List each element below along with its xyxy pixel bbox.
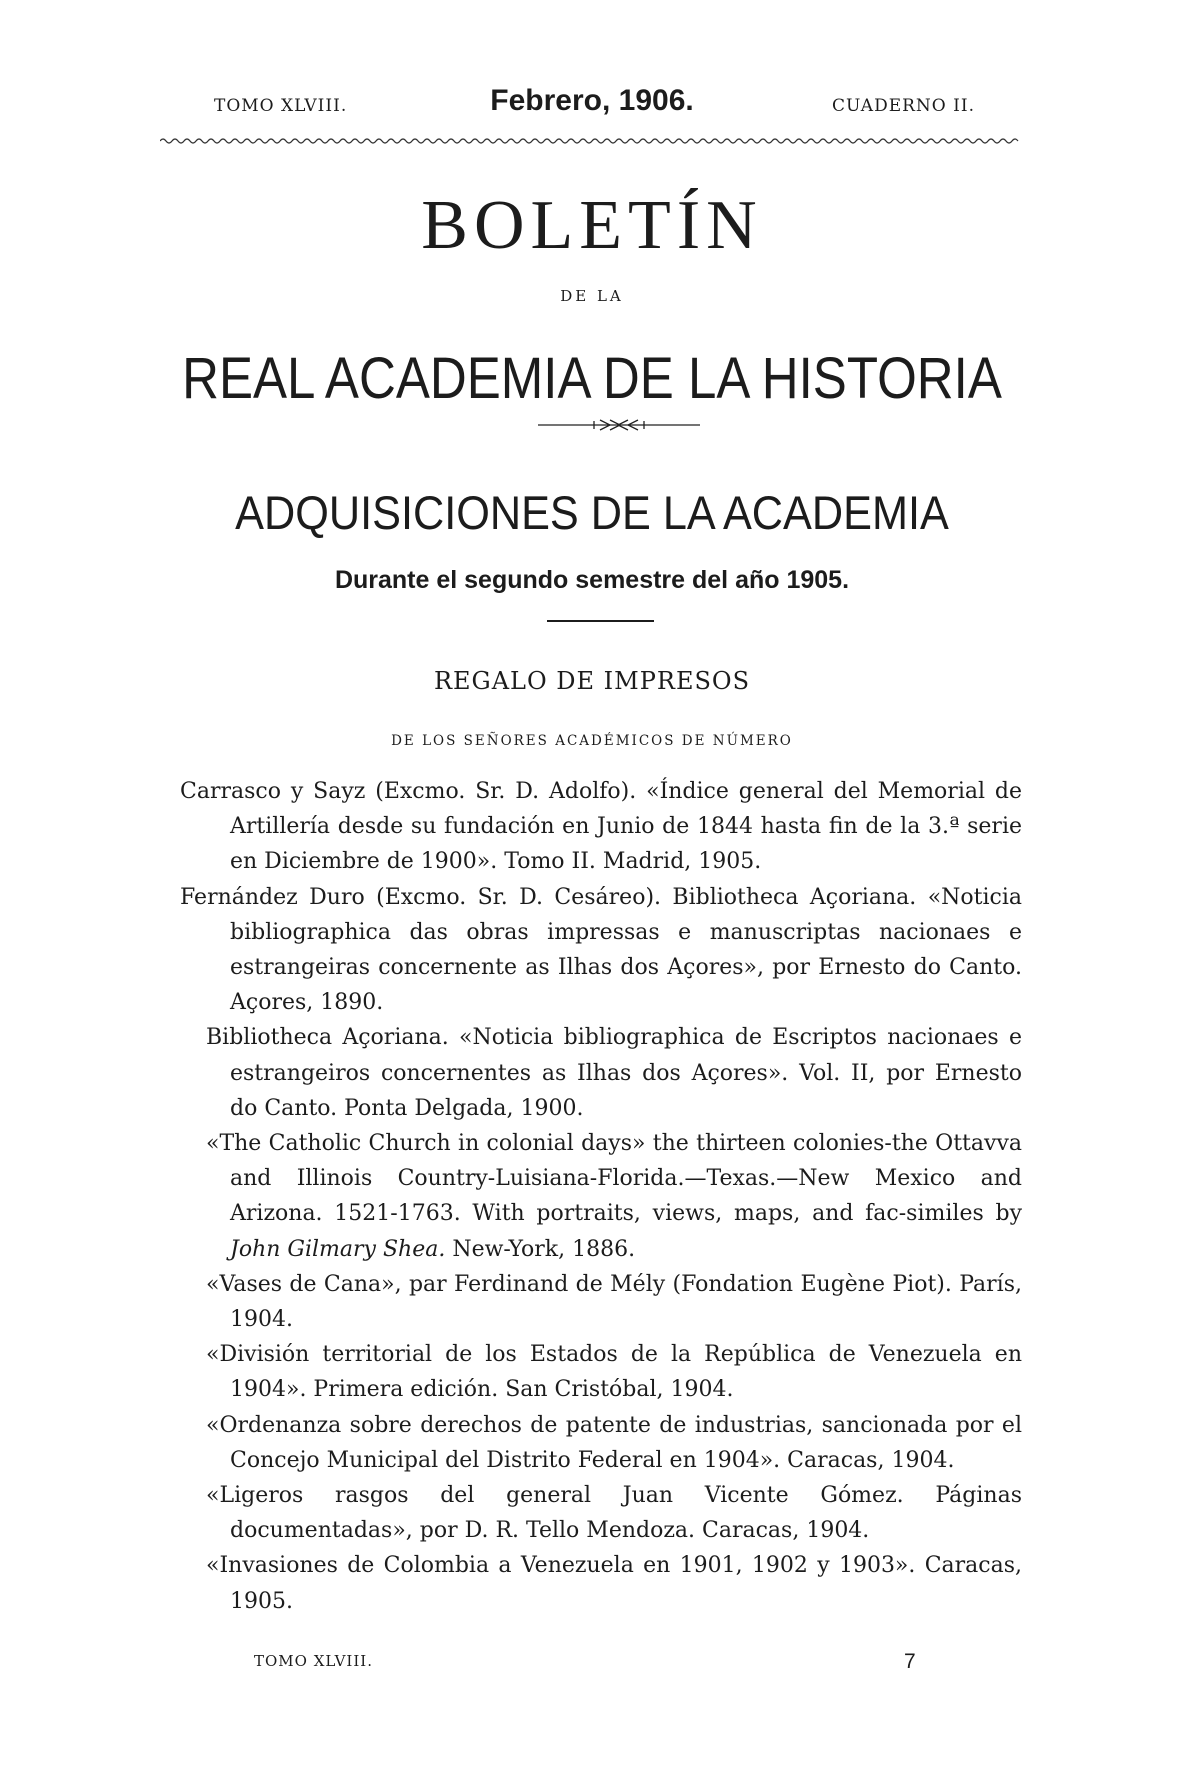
entry-ordenanza: [180, 1408, 1022, 1478]
entry-text: «Vases de Cana», par Ferdinand de Mély (Fondation Eugène Piot). París, 1904.: [206, 1271, 1022, 1333]
section-title: ADQUISICIONES DE LA ACADEMIA: [235, 486, 949, 539]
entry-text: Carrasco y Sayz (Excmo. Sr. D. Adolfo). «Índice general del Memorial de Artillería desde su fundación en Junio de 1844 hasta fin de la 3.ª serie en Diciembre de 1900». Tomo II. Madrid, 1905.: [180, 779, 1022, 875]
page-number: 7: [904, 1650, 916, 1673]
section-subheading: DE LOS SEÑORES ACADÉMICOS DE NÚMERO: [391, 733, 793, 749]
entry-tail: New-York, 1886.: [445, 1236, 636, 1262]
short-rule: [547, 620, 654, 622]
wavy-rule: [160, 134, 1020, 148]
ornament-rule: [538, 418, 700, 432]
entry-text: «División territorial de los Estados de la República de Venezuela en 1904». Primera edición. San Cristóbal, 1904.: [206, 1342, 1022, 1403]
running-head-issue: CUADERNO II.: [832, 96, 975, 116]
entry-author: John Gilmary Shea.: [230, 1236, 446, 1262]
masthead-institution: REAL ACADEMIA DE LA HISTORIA: [182, 346, 1002, 411]
masthead-title: BOLETÍN: [421, 187, 763, 264]
section-subtitle: Durante el segundo semestre del año 1905.: [334, 566, 850, 594]
entry-text: «The Catholic Church in colonial days» the thirteen colonies-the Ottavva and Illinois Country-Luisiana-Florida.—Texas.—New Mexico and Arizona. 1521-1763. With portraits, views, maps, and fac-similes by: [206, 1131, 1022, 1227]
entry-carrasco: [180, 774, 1022, 880]
entry-fernandez-duro: [180, 880, 1022, 1021]
entry-text: Bibliotheca Açoriana. «Noticia bibliographica de Escriptos nacionaes e estrangeiros concernentes as Ilhas dos Açores». Vol. II, por Ernesto do Canto. Ponta Delgada, 1900.: [206, 1025, 1022, 1121]
running-head-volume: TOMO XLVIII.: [214, 96, 348, 116]
entry-vases-de-cana: [180, 1267, 1022, 1337]
running-head-date: Febrero, 1906.: [490, 84, 694, 117]
entry-text: «Ordenanza sobre derechos de patente de industrias, sancionada por el Concejo Municipal del Distrito Federal en 1904». Caracas, 1904.: [206, 1412, 1022, 1473]
entry-catholic-church: [180, 1126, 1022, 1267]
entry-text: Fernández Duro (Excmo. Sr. D. Cesáreo). Bibliotheca Açoriana. «Noticia bibliographica das obras impressas e manuscriptas nacionaes e estrangeiras concernente as Ilhas dos Açores», por Ernesto do Canto. Açores, 1890.: [180, 884, 1022, 1016]
entry-invasiones: [180, 1548, 1022, 1618]
masthead-de-la: DE LA: [560, 287, 624, 305]
entry-bibliotheca-acoriana: [180, 1020, 1022, 1126]
section-heading: REGALO DE IMPRESOS: [433, 667, 751, 695]
entry-text: «Ligeros rasgos del general Juan Vicente Gómez. Páginas documentadas», por D. R. Tello Mendoza. Caracas, 1904.: [206, 1483, 1022, 1544]
entry-text: «Invasiones de Colombia a Venezuela en 1901, 1902 y 1903». Caracas, 1905.: [206, 1553, 1022, 1614]
entry-ligeros-rasgos: [180, 1478, 1022, 1548]
entries-list: [180, 774, 1022, 1619]
entry-division-territorial: [180, 1337, 1022, 1407]
footer-signature: TOMO XLVIII.: [254, 1652, 373, 1670]
